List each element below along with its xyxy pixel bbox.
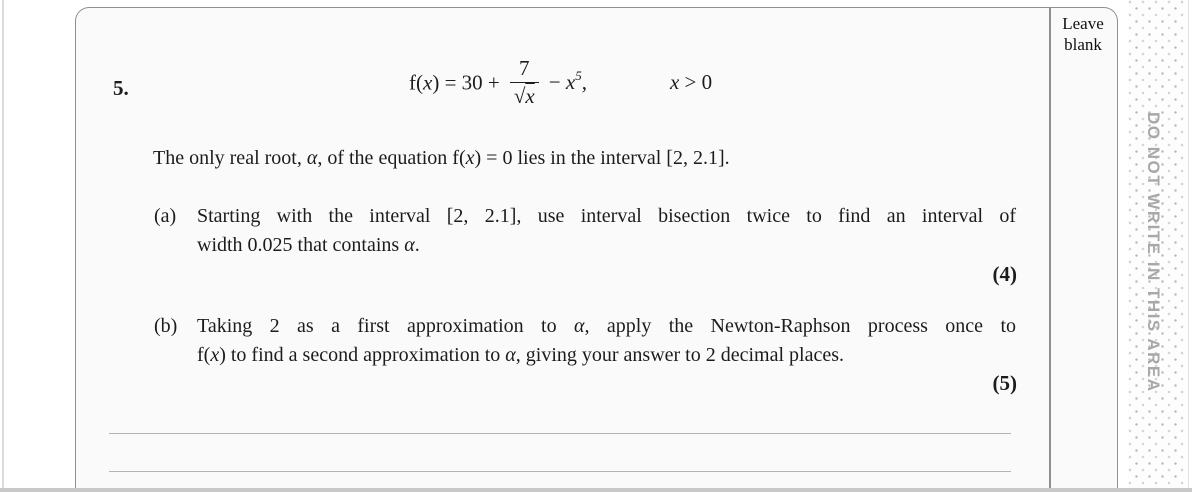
right-page-edge-line (1188, 0, 1189, 492)
formula-lead: f(x) = 30 + (409, 70, 506, 95)
leave-blank-separator (1049, 8, 1051, 492)
do-not-write-watermark: DO NOT WRITE IN THIS AREA (1144, 112, 1163, 393)
part-b-line-2: f(x) to find a second approximation to α, giving your answer to 2 decimal places. (197, 343, 845, 366)
formula-tail: − $x^5$, (543, 68, 587, 95)
answer-line (109, 471, 1011, 472)
left-page-edge-line (2, 0, 4, 492)
question-box (75, 7, 1118, 492)
radical-sign: √ (513, 84, 526, 108)
answer-line (109, 433, 1011, 434)
domain-condition: x > 0 (669, 70, 713, 95)
part-a-line-1: Starting with the interval [2, 2.1], use interval bisection twice to find an interval of (197, 205, 1016, 227)
part-a-text (197, 202, 1016, 259)
radicand: x (525, 84, 535, 108)
bottom-edge-strip (0, 488, 1192, 492)
part-b-text (197, 312, 1016, 369)
fraction-numerator: 7 (510, 56, 539, 83)
part-b-marks: (5) (992, 371, 1017, 395)
intro-text: The only real root, α, of the equation f(x) = 0 lies in the interval [2, 2.1]. (153, 147, 730, 169)
question-number: 5. (113, 76, 129, 100)
part-a-label: (a) (154, 205, 177, 227)
leave-blank-line-1: Leave (1062, 14, 1104, 33)
part-a-line-2: width 0.025 that contains α. (197, 233, 420, 256)
part-b-label: (b) (154, 315, 178, 337)
leave-blank-label (1049, 13, 1117, 55)
fraction-denominator (510, 83, 539, 109)
leave-blank-line-2: blank (1064, 35, 1102, 54)
part-a-marks: (4) (992, 262, 1017, 286)
part-b-line-1: Taking 2 as a first approximation to α, apply the Newton-Raphson process once to (197, 315, 1016, 337)
fraction (510, 56, 539, 109)
formula (409, 58, 712, 111)
